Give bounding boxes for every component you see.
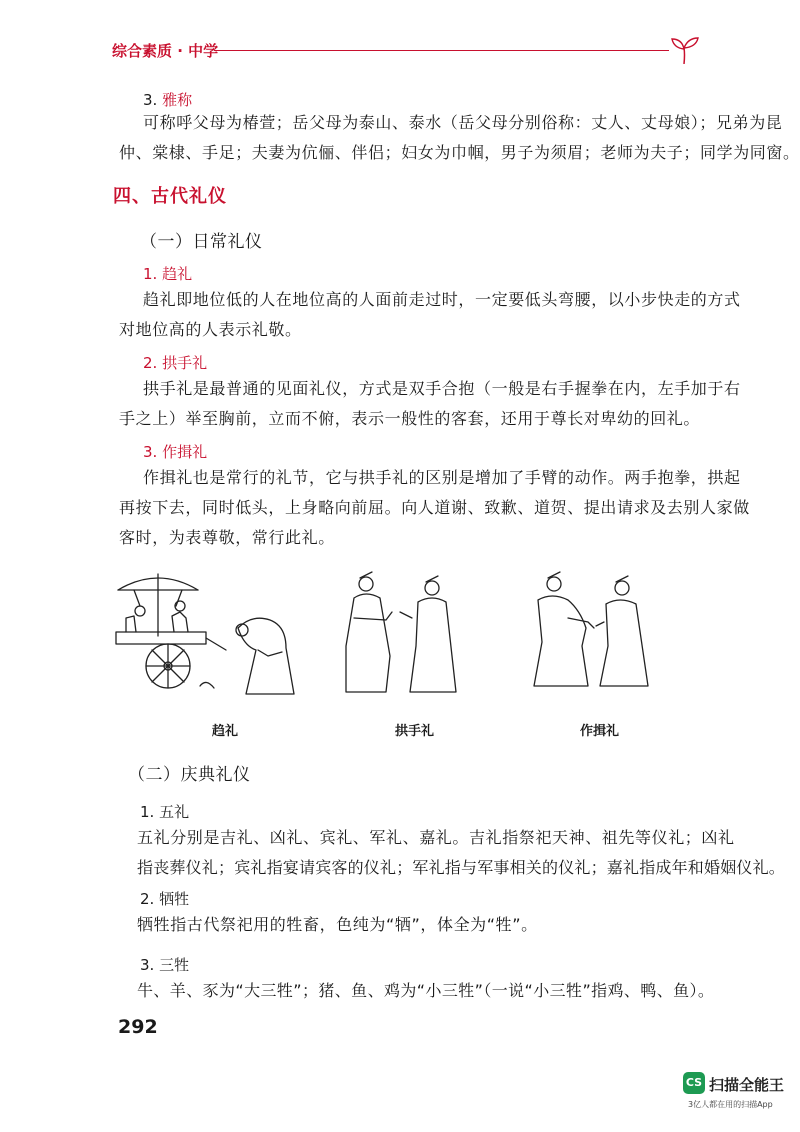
appellation-heading: 3. 雅称	[143, 91, 193, 109]
wu-li-heading: 1. 五礼	[140, 803, 190, 821]
sprout-icon	[670, 36, 700, 64]
zuoyi-li-illustration	[534, 572, 648, 686]
etiquette-illustrations	[110, 566, 700, 716]
wu-li-line-2: 指丧葬仪礼；宾礼指宴请宾客的仪礼；军礼指与军事相关的仪礼；嘉礼指成年和婚姻仪礼。	[137, 858, 786, 877]
caption-zuoyi-li: 作揖礼	[580, 724, 620, 739]
xisheng-heading: 2. 牺牲	[140, 890, 190, 908]
qu-li-line-2: 对地位高的人表示礼敬。	[119, 320, 302, 339]
watermark-slogan: 3亿人都在用的扫描App	[688, 1100, 773, 1109]
gongshou-li-heading: 2. 拱手礼	[143, 354, 208, 372]
ceremony-etiquette-title: （二）庆典礼仪	[128, 765, 251, 785]
gongshou-li-line-1: 拱手礼是最普通的见面礼仪，方式是双手合抱（一般是右手握拳在内，左手加于右	[143, 379, 741, 398]
sansheng-line-1: 牛、羊、豕为“大三牲”；猪、鱼、鸡为“小三牲”（一说“小三牲”指鸡、鸭、鱼）。	[137, 981, 715, 1000]
zuoyi-li-line-1: 作揖礼也是常行的礼节，它与拱手礼的区别是增加了手臂的动作。两手抱拳，拱起	[143, 468, 741, 487]
wu-li-line-1: 五礼分别是吉礼、凶礼、宾礼、军礼、嘉礼。吉礼指祭祀天神、祖先等仪礼；凶礼	[137, 828, 735, 847]
zuoyi-li-heading: 3. 作揖礼	[143, 443, 208, 461]
sansheng-heading: 3. 三牲	[140, 956, 190, 974]
zuoyi-li-line-2: 再按下去，同时低头，上身略向前屈。向人道谢、致歉、道贺、提出请求及去别人家做	[119, 498, 750, 517]
appellation-heading-label: 雅称	[162, 91, 193, 109]
section-title: 四、古代礼仪	[113, 186, 227, 207]
xisheng-line-1: 牺牲指古代祭祀用的牲畜，色纯为“牺”，体全为“牲”。	[137, 915, 538, 934]
gongshou-li-illustration	[346, 572, 456, 692]
header-title: 综合素质 · 中学	[112, 42, 219, 60]
caption-qu-li: 趋礼	[212, 724, 239, 739]
caption-gongshou-li: 拱手礼	[395, 724, 435, 739]
running-header	[112, 36, 712, 66]
qu-li-line-1: 趋礼即地位低的人在地位高的人面前走过时，一定要低头弯腰，以小步快走的方式	[143, 290, 741, 309]
zuoyi-li-line-3: 客时，为表尊敬，常行此礼。	[119, 528, 335, 547]
header-rule	[214, 50, 669, 51]
watermark-name: 扫描全能王	[709, 1076, 785, 1094]
qu-li-illustration	[116, 574, 294, 694]
appellation-line-2: 仲、棠棣、手足；夫妻为伉俪、伴侣；妇女为巾帼，男子为须眉；老师为夫子；同学为同窗。	[119, 143, 800, 162]
page-number: 292	[118, 1016, 158, 1038]
daily-etiquette-title: （一）日常礼仪	[140, 232, 263, 252]
camscanner-icon: CS	[683, 1072, 705, 1094]
gongshou-li-line-2: 手之上）举至胸前，立而不俯，表示一般性的客套，还用于尊长对卑幼的回礼。	[119, 409, 701, 428]
appellation-line-1: 可称呼父母为椿萱；岳父母为泰山、泰水（岳父母分别俗称：丈人、丈母娘）；兄弟为昆	[143, 113, 783, 132]
qu-li-heading: 1. 趋礼	[143, 265, 193, 283]
